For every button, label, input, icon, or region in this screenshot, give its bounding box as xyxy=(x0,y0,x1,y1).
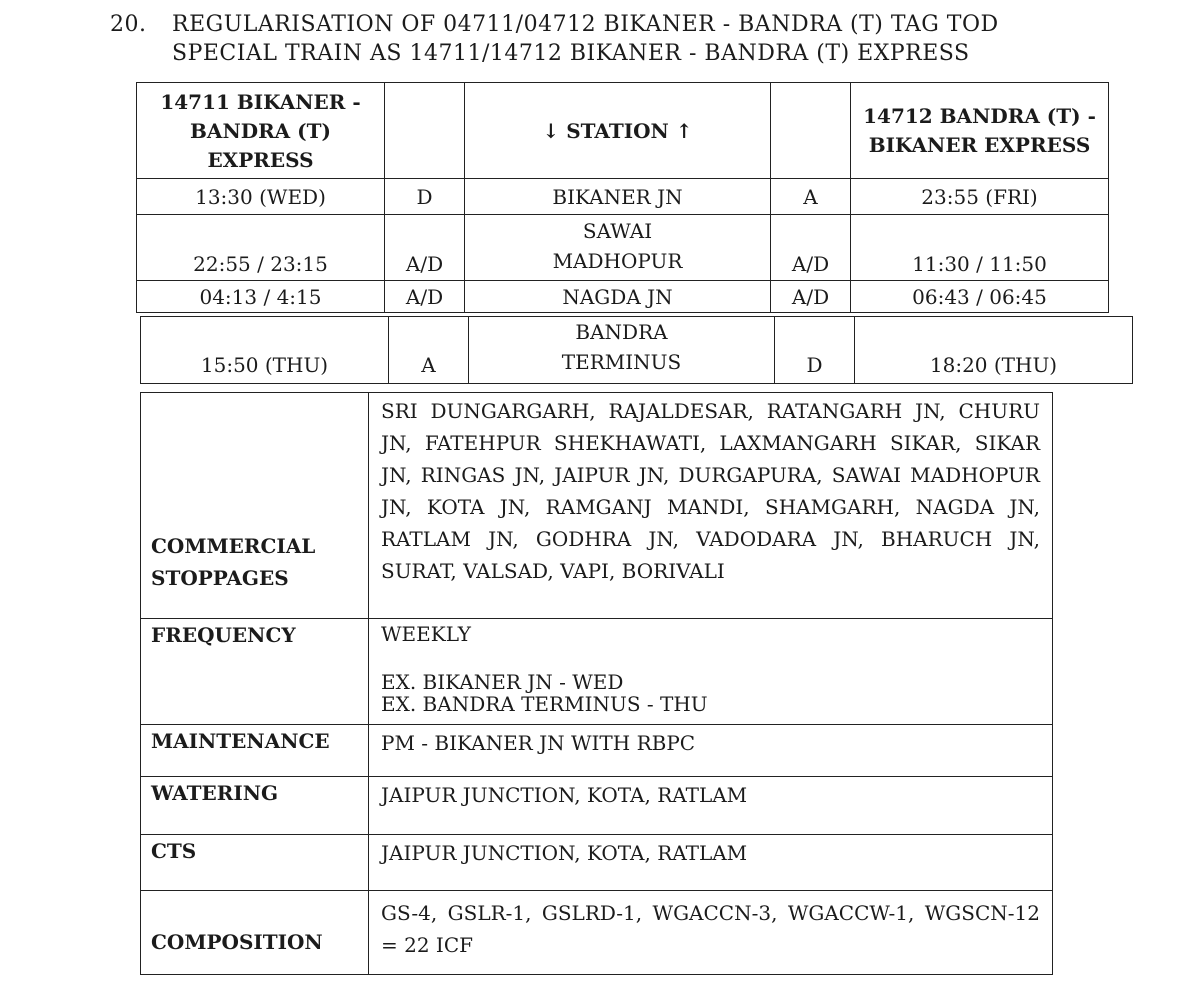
down-time: 15:50 (THU) xyxy=(141,317,389,384)
down-arr-dep: A xyxy=(389,317,469,384)
station-name: NAGDA JN xyxy=(465,281,771,313)
down-time: 04:13 / 4:15 xyxy=(137,281,385,313)
up-train-header: 14712 BANDRA (T) - BIKANER EXPRESS xyxy=(851,83,1109,179)
cts-label: CTS xyxy=(141,835,369,891)
down-arr-dep: D xyxy=(385,179,465,215)
commercial-stoppages-value: SRI DUNGARGARH, RAJALDESAR, RATANGARH JN, CHURU JN, FATEHPUR SHEKHAWATI, LAXMANGARH SIKAR, SIKAR JN, RINGAS JN, JAIPUR JN, DURGAPURA, SAWAI MADHOPUR JN, KOTA JN, RAMGANJ MANDI, SHAMGARH, NAGDA JN, RATLAM JN, GODHRA JN, VADODARA JN, BHARUCH JN, SURAT, VALSAD, VAPI, BORIVALI xyxy=(369,393,1053,619)
station-name: SAWAI MADHOPUR xyxy=(465,215,771,281)
info-row-composition xyxy=(141,891,1053,975)
info-row-cts xyxy=(141,835,1053,891)
station-header: ↓ STATION ↑ xyxy=(465,83,771,179)
up-arr-dep: A/D xyxy=(771,281,851,313)
schedule-header-row xyxy=(137,83,1109,179)
document-heading xyxy=(110,10,1070,68)
heading-line-2: SPECIAL TRAIN AS 14711/14712 BIKANER - BANDRA (T) EXPRESS xyxy=(172,41,970,66)
composition-value: GS-4, GSLR-1, GSLRD-1, WGACCN-3, WGACCW-1, WGSCN-12 = 22 ICF xyxy=(369,891,1053,975)
up-arr-dep: D xyxy=(775,317,855,384)
frequency-label: FREQUENCY xyxy=(141,619,369,725)
frequency-weekly: WEEKLY xyxy=(381,622,471,646)
maintenance-value: PM - BIKANER JN WITH RBPC xyxy=(369,725,1053,777)
item-number: 20. xyxy=(110,12,147,37)
info-row-maintenance xyxy=(141,725,1053,777)
table-row xyxy=(137,281,1109,313)
station-name: BIKANER JN xyxy=(465,179,771,215)
watering-value: JAIPUR JUNCTION, KOTA, RATLAM xyxy=(369,777,1053,835)
table-row xyxy=(137,215,1109,281)
frequency-ex-bandra: EX. BANDRA TERMINUS - THU xyxy=(381,692,708,716)
info-row-commercial-stoppages xyxy=(141,393,1053,619)
down-arr-dep: A/D xyxy=(385,215,465,281)
schedule-table-continued xyxy=(140,316,1133,384)
down-time: 13:30 (WED) xyxy=(137,179,385,215)
header-blank-left xyxy=(385,83,465,179)
frequency-ex-bikaner: EX. BIKANER JN - WED xyxy=(381,670,624,694)
station-name: BANDRA TERMINUS xyxy=(469,317,775,384)
info-row-frequency xyxy=(141,619,1053,725)
composition-label: COMPOSITION xyxy=(141,891,369,975)
info-row-watering xyxy=(141,777,1053,835)
up-time: 18:20 (THU) xyxy=(855,317,1133,384)
schedule-table xyxy=(136,82,1109,313)
up-arr-dep: A xyxy=(771,179,851,215)
frequency-value xyxy=(369,619,1053,725)
table-row xyxy=(137,179,1109,215)
table-row xyxy=(141,317,1133,384)
train-info-table xyxy=(140,392,1053,975)
up-time: 06:43 / 06:45 xyxy=(851,281,1109,313)
cts-value: JAIPUR JUNCTION, KOTA, RATLAM xyxy=(369,835,1053,891)
maintenance-label: MAINTENANCE xyxy=(141,725,369,777)
up-time: 11:30 / 11:50 xyxy=(851,215,1109,281)
down-time: 22:55 / 23:15 xyxy=(137,215,385,281)
watering-label: WATERING xyxy=(141,777,369,835)
down-train-header: 14711 BIKANER - BANDRA (T) EXPRESS xyxy=(137,83,385,179)
up-time: 23:55 (FRI) xyxy=(851,179,1109,215)
heading-line-1: REGULARISATION OF 04711/04712 BIKANER - BANDRA (T) TAG TOD xyxy=(172,12,999,37)
down-arr-dep: A/D xyxy=(385,281,465,313)
up-arr-dep: A/D xyxy=(771,215,851,281)
commercial-stoppages-label: COMMERCIAL STOPPAGES xyxy=(141,393,369,619)
header-blank-right xyxy=(771,83,851,179)
